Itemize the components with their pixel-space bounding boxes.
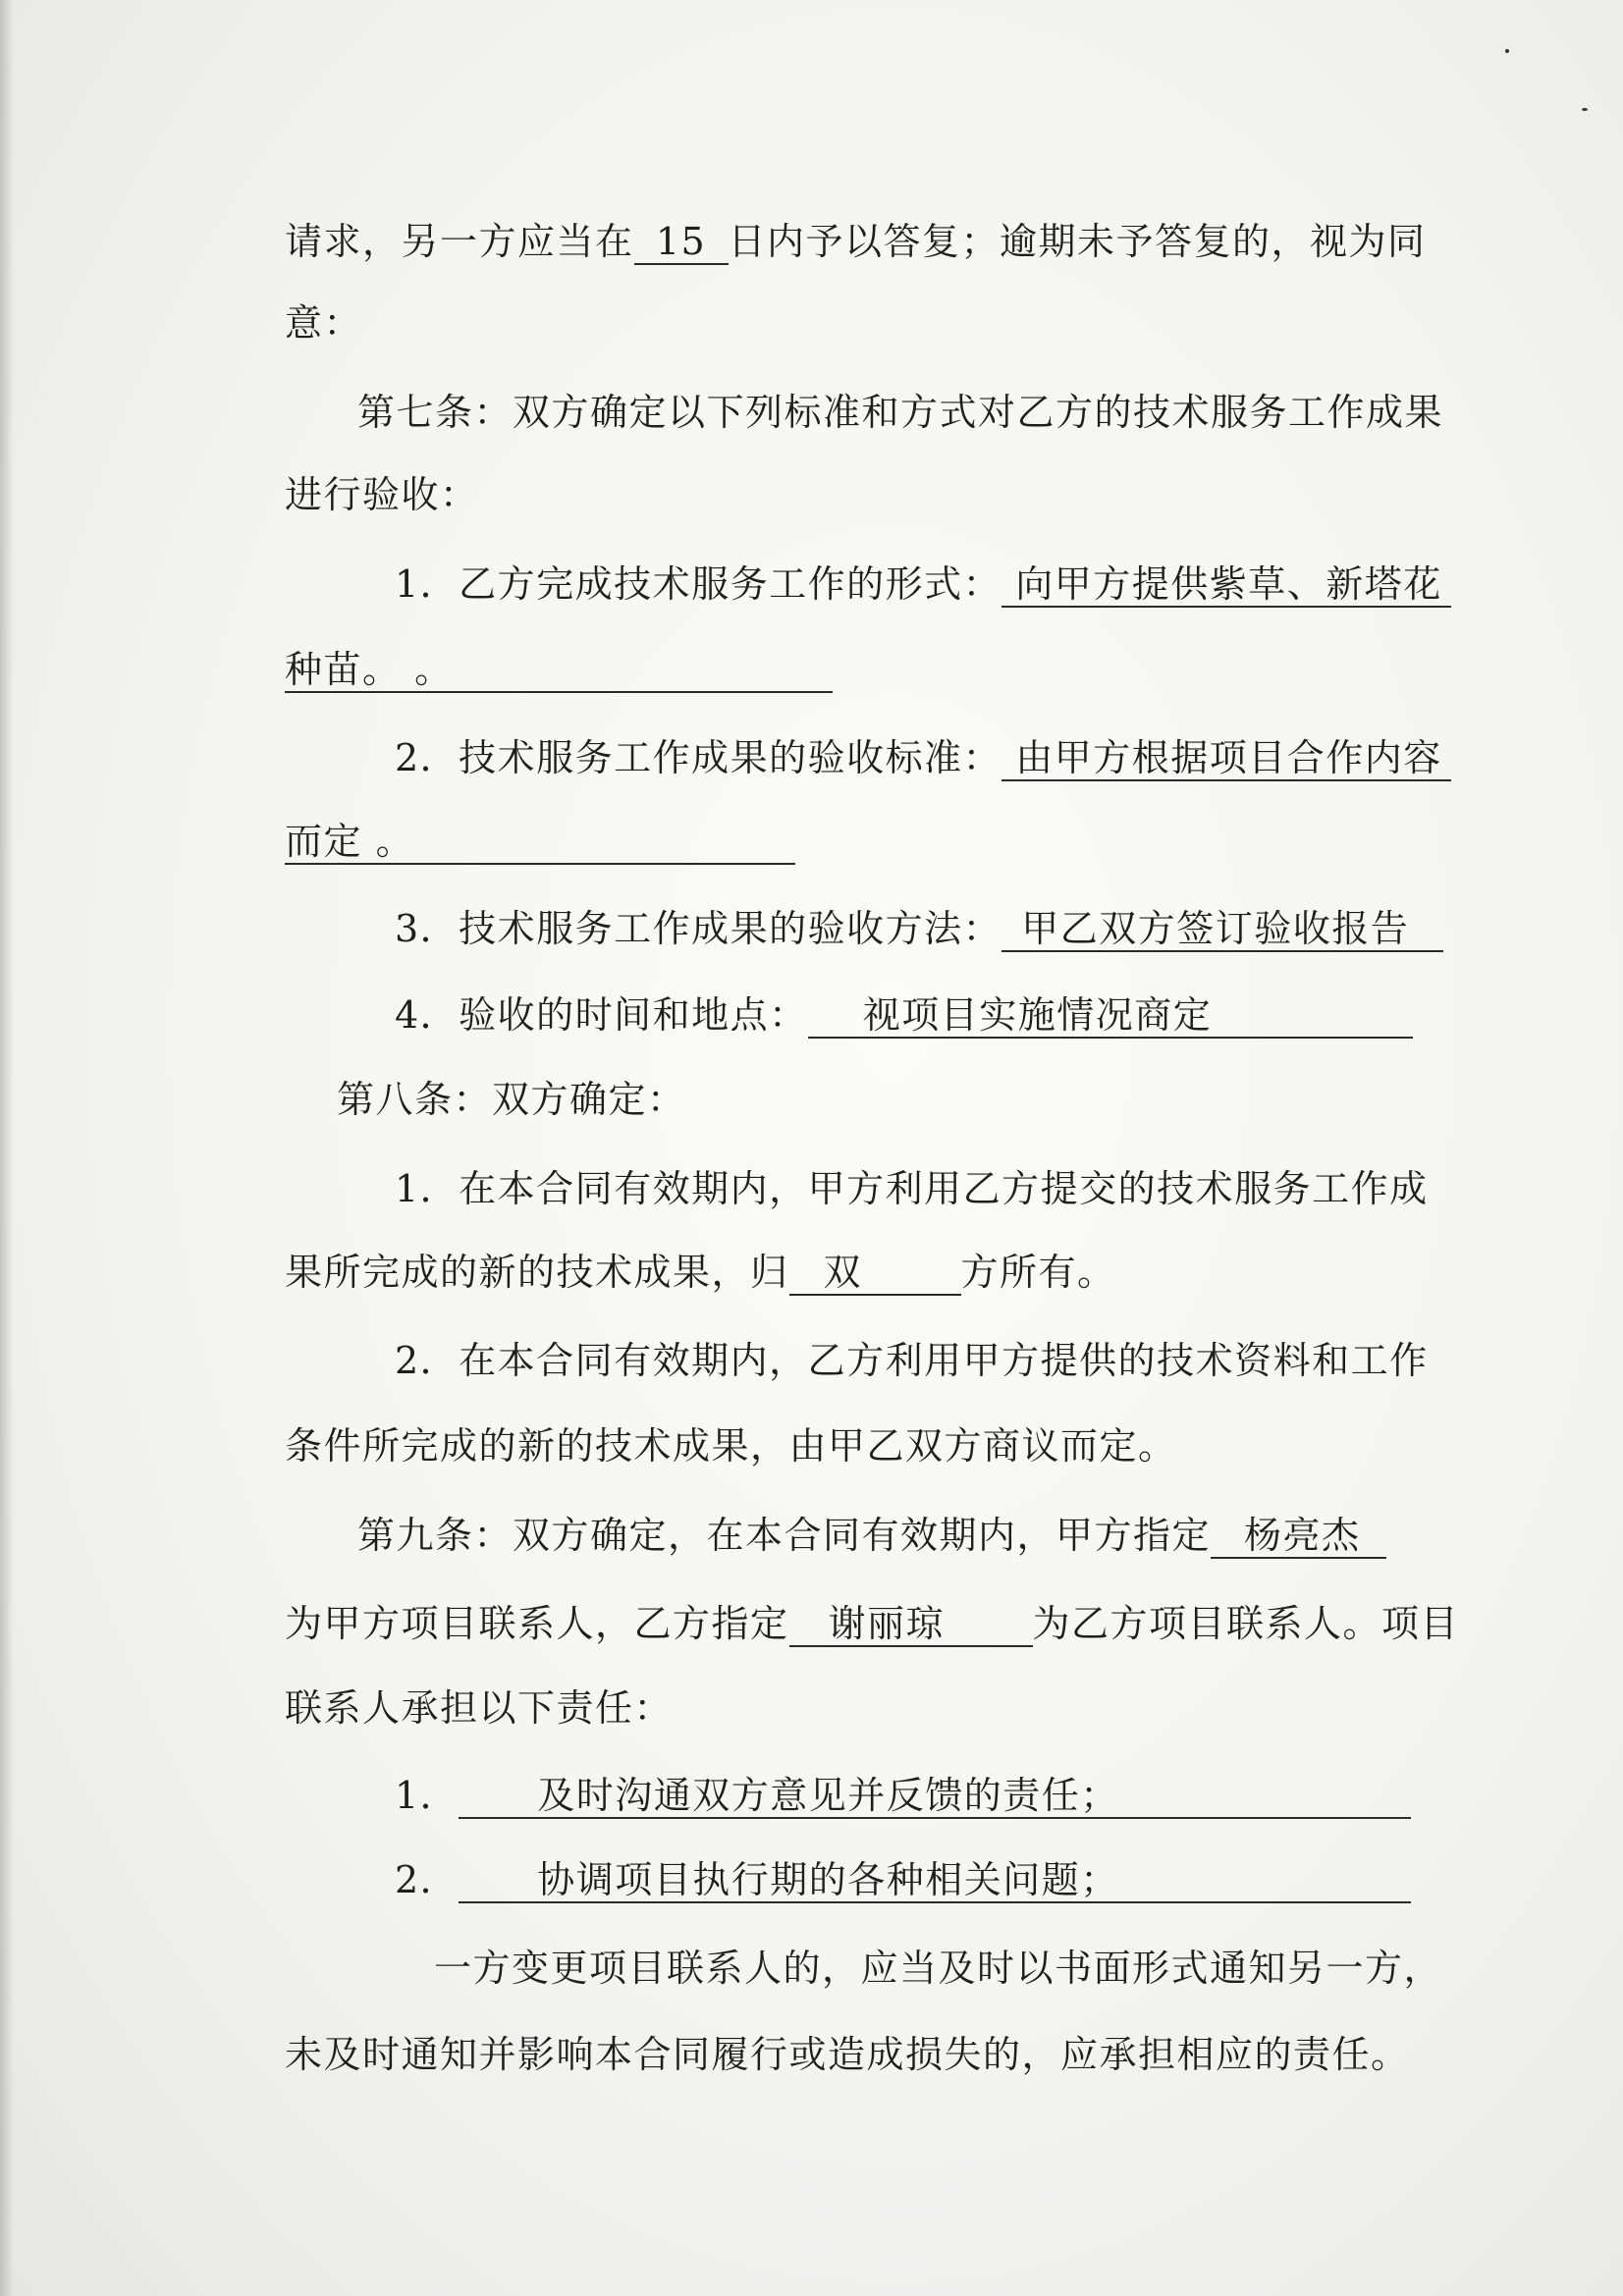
responsibility-2 [395, 1856, 1411, 1903]
line-acceptance [285, 471, 479, 518]
blank-service-form: 向甲方提供紫草、新塔花 [1001, 562, 1451, 608]
line-text: 第七条：双方确定以下列标准和方式对乙方的技术服务工作成果 [357, 391, 1444, 434]
line-text: 为甲方项目联系人，乙方指定 [285, 1602, 789, 1645]
blank-acceptance-time-place: 视项目实施情况商定 [808, 993, 1413, 1039]
blank-acceptance-standard: 由甲方根据项目合作内容 [1001, 736, 1451, 781]
blank-service-form-cont: 种苗。 。 [285, 648, 833, 693]
item-8-1 [395, 1165, 1429, 1212]
line-text: 1．乙方完成技术服务工作的形式： [395, 562, 1002, 606]
line-text: 2． [395, 1858, 460, 1901]
line-text: 为乙方项目联系人。项目 [1032, 1602, 1460, 1645]
contact-change-clause-cont [285, 2031, 1410, 2078]
item-8-2 [395, 1337, 1429, 1384]
blank-party-a-contact: 杨亮杰 [1211, 1514, 1386, 1559]
blank-responsibility-2: 协调项目执行期的各种相关问题； [459, 1858, 1411, 1903]
contact-change-clause [434, 1945, 1442, 1992]
responsibility-1 [395, 1772, 1411, 1819]
line-text: 果所完成的新的技术成果，归 [285, 1251, 789, 1294]
scan-speck [1505, 49, 1509, 53]
line-text: 1．在本合同有效期内，甲方利用乙方提交的技术服务工作成 [395, 1167, 1429, 1210]
article-9-heading [357, 1512, 1386, 1559]
item-service-form [395, 561, 1451, 608]
line-text: 2．技术服务工作成果的验收标准： [395, 736, 1002, 779]
line-text: 1． [395, 1774, 460, 1817]
item-8-1-cont [285, 1249, 1116, 1296]
item-8-2-cont [285, 1422, 1177, 1469]
line-text: 联系人承担以下责任： [285, 1686, 674, 1730]
line-text: 请求，另一方应当在 [285, 220, 634, 263]
line-text: 第八条：双方确定： [337, 1078, 686, 1121]
article-9-cont [285, 1600, 1459, 1647]
line-text: 未及时通知并影响本合同履行或造成损失的，应承担相应的责任。 [285, 2033, 1410, 2076]
line-text: 意： [285, 301, 363, 345]
line-text: 一方变更项目联系人的，应当及时以书面形式通知另一方， [434, 1947, 1443, 1990]
line-text: 2．在本合同有效期内，乙方利用甲方提供的技术资料和工作 [395, 1339, 1429, 1382]
article-9-responsibilities [285, 1684, 673, 1732]
line-text: 进行验收： [285, 473, 479, 516]
item-service-form-cont [285, 646, 833, 693]
line-text: 方所有。 [960, 1251, 1116, 1294]
item-acceptance-standard-cont [285, 818, 795, 865]
line-reply-deadline [285, 218, 1427, 265]
line-text: 日内予以答复；逾期未予答复的，视为同 [728, 220, 1427, 263]
blank-responsibility-1: 及时沟通双方意见并反馈的责任； [459, 1774, 1411, 1819]
blank-days: 15 [634, 220, 729, 265]
blank-ownership: 双 [789, 1251, 961, 1296]
blank-acceptance-standard-cont: 而定 。 [285, 820, 795, 865]
article-8-heading [337, 1076, 686, 1123]
line-agree [285, 299, 362, 347]
line-text: 条件所完成的新的技术成果，由甲乙双方商议而定。 [285, 1424, 1177, 1468]
blank-acceptance-method: 甲乙双方签订验收报告 [1001, 907, 1443, 952]
item-acceptance-time-place [395, 991, 1413, 1039]
line-text: 3．技术服务工作成果的验收方法： [395, 907, 1002, 950]
line-text: 第九条：双方确定，在本合同有效期内，甲方指定 [357, 1514, 1212, 1557]
article-7-heading [357, 389, 1443, 436]
item-acceptance-standard [395, 734, 1451, 781]
scan-speck [1582, 108, 1588, 111]
scan-edge-shadow [0, 0, 14, 2296]
item-acceptance-method [395, 905, 1443, 952]
line-text: 4．验收的时间和地点： [395, 993, 808, 1037]
blank-party-b-contact: 谢丽琼 [789, 1602, 1033, 1647]
